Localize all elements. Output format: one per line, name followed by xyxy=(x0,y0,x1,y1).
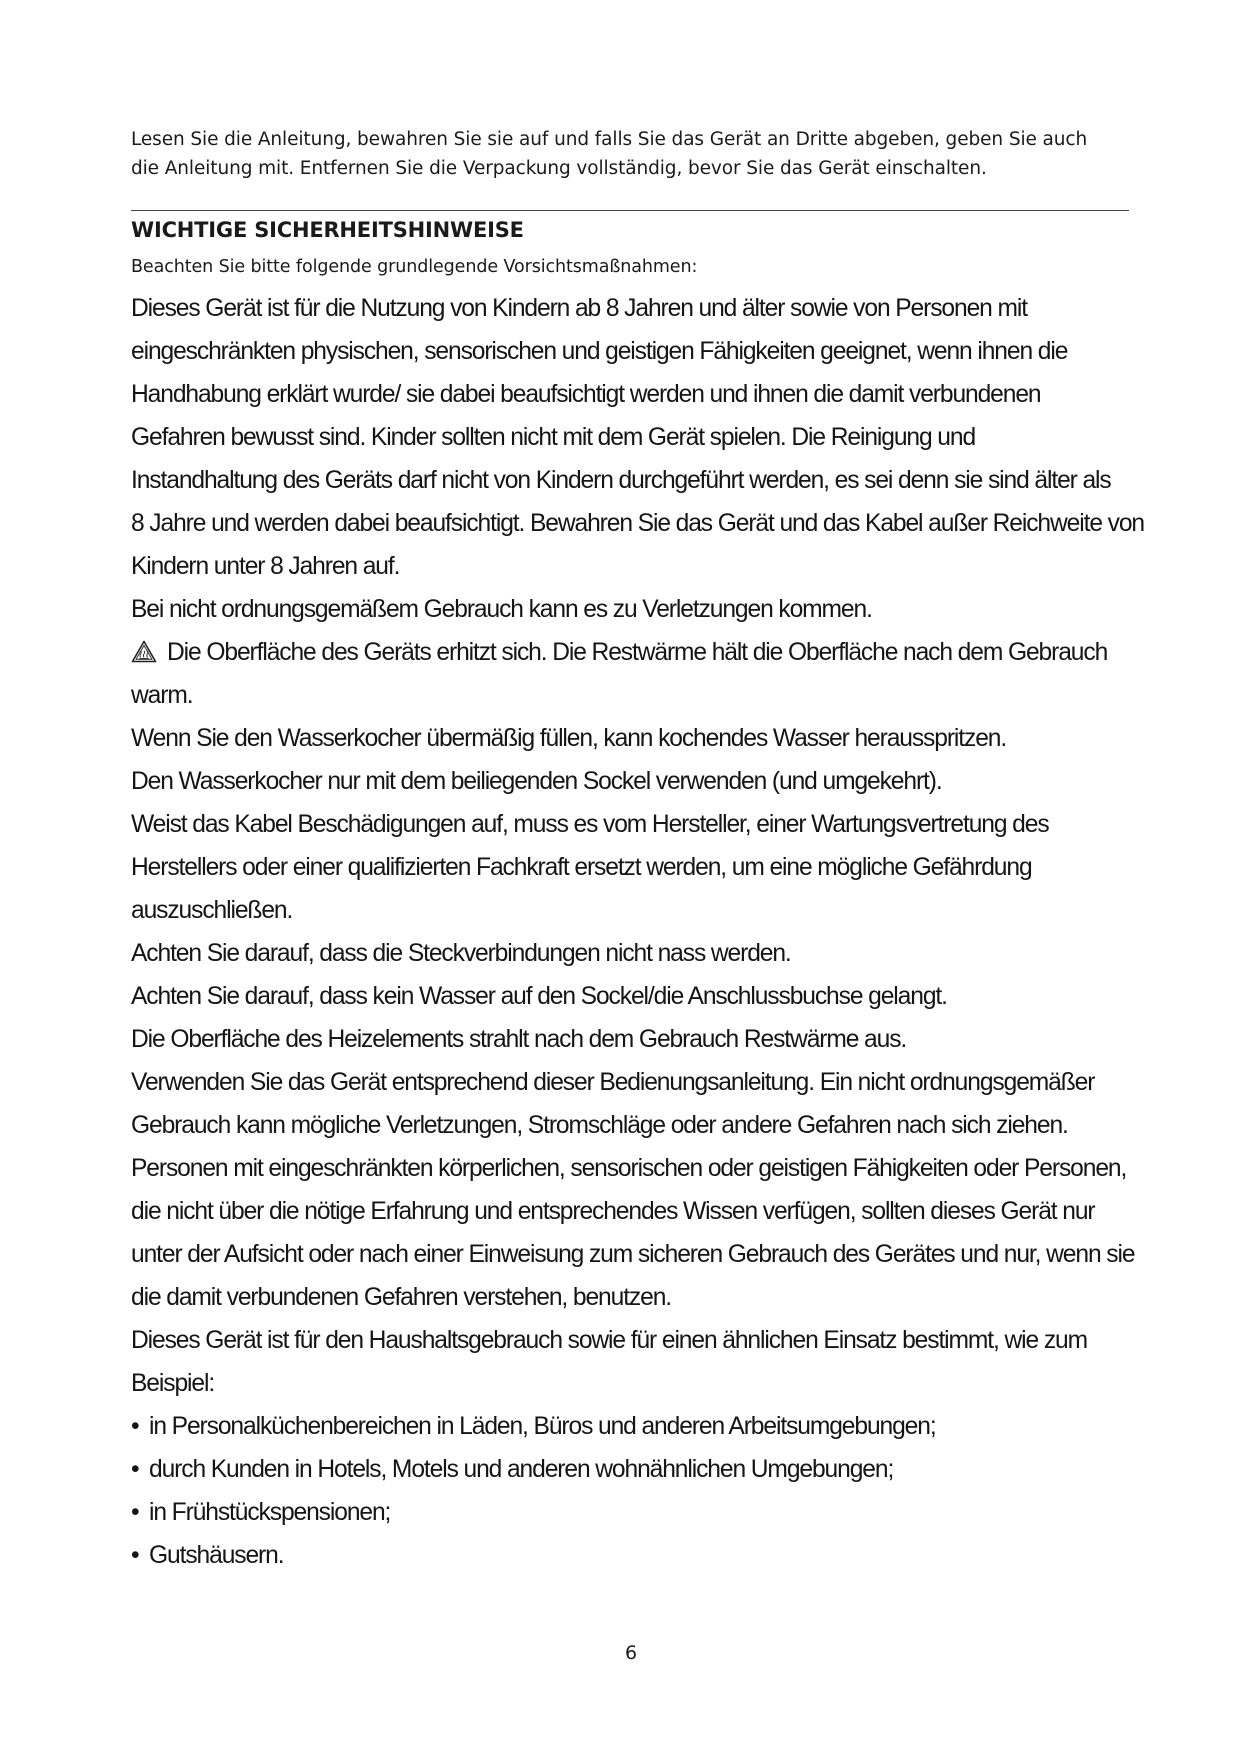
list-item-text: Gutshäusern. xyxy=(149,1542,284,1569)
list-item-text: in Frühstückspensionen; xyxy=(149,1499,391,1526)
bullet-mark: • xyxy=(131,1542,139,1569)
safety-instructions xyxy=(131,287,1145,1577)
body-line: Personen mit eingeschränkten körperlichen, sensorischen oder geistigen Fähigkeiten oder Personen, xyxy=(131,1155,1127,1182)
body-line: warm. xyxy=(131,682,193,709)
body-line: Gebrauch kann mögliche Verletzungen, Stromschläge oder andere Gefahren nach sich ziehen. xyxy=(131,1112,1068,1139)
body-line: Bei nicht ordnungsgemäßem Gebrauch kann es zu Verletzungen kommen. xyxy=(131,596,872,623)
warning-line xyxy=(131,631,1131,674)
body-line: Die Oberfläche des Heizelements strahlt nach dem Gebrauch Restwärme aus. xyxy=(131,1026,907,1053)
body-line: Kindern unter 8 Jahren auf. xyxy=(131,553,400,580)
body-line: Den Wasserkocher nur mit dem beiliegenden Sockel verwenden (und umgekehrt). xyxy=(131,768,942,795)
list-item-text: in Personalküchenbereichen in Läden, Büros und anderen Arbeitsumgebungen; xyxy=(149,1413,936,1440)
section-heading: WICHTIGE SICHERHEITSHINWEISE xyxy=(131,218,524,242)
body-line: Verwenden Sie das Gerät entsprechend dieser Bedienungsanleitung. Ein nicht ordnungsgemäßer xyxy=(131,1069,1095,1096)
body-line: unter der Aufsicht oder nach einer Einweisung zum sicheren Gebrauch des Gerätes und nur, wenn sie xyxy=(131,1241,1135,1268)
hot-surface-warning-icon xyxy=(131,634,157,657)
body-line: Dieses Gerät ist für den Haushaltsgebrauch sowie für einen ähnlichen Einsatz bestimmt, wie zum xyxy=(131,1327,1088,1354)
body-line: Beispiel: xyxy=(131,1370,215,1397)
bullet-mark: • xyxy=(131,1456,139,1483)
list-item-text: durch Kunden in Hotels, Motels und anderen wohnähnlichen Umgebungen; xyxy=(149,1456,894,1483)
body-line: Achten Sie darauf, dass kein Wasser auf den Sockel/die Anschlussbuchse gelangt. xyxy=(131,983,947,1010)
body-line: Achten Sie darauf, dass die Steckverbindungen nicht nass werden. xyxy=(131,940,791,967)
body-line: Gefahren bewusst sind. Kinder sollten nicht mit dem Gerät spielen. Die Reinigung und xyxy=(131,424,976,451)
body-line: Weist das Kabel Beschädigungen auf, muss es vom Hersteller, einer Wartungsvertretung des xyxy=(131,811,1049,838)
list-item xyxy=(131,1534,1131,1577)
body-line: Herstellers oder einer qualifizierten Fachkraft ersetzt werden, um eine mögliche Gefährdung xyxy=(131,854,1032,881)
body-line: eingeschränkten physischen, sensorischen und geistigen Fähigkeiten geeignet, wenn ihnen die xyxy=(131,338,1068,365)
body-line: die damit verbundenen Gefahren verstehen, benutzen. xyxy=(131,1284,672,1311)
body-line: Handhabung erklärt wurde/ sie dabei beaufsichtigt werden und ihnen die damit verbundenen xyxy=(131,381,1041,408)
section-divider xyxy=(131,210,1129,211)
body-line: Wenn Sie den Wasserkocher übermäßig füllen, kann kochendes Wasser herausspritzen. xyxy=(131,725,1007,752)
bullet-mark: • xyxy=(131,1413,139,1440)
body-line: Dieses Gerät ist für die Nutzung von Kindern ab 8 Jahren und älter sowie von Personen mit xyxy=(131,295,1027,322)
body-line: auszuschließen. xyxy=(131,897,293,924)
intro-line: die Anleitung mit. Entfernen Sie die Verpackung vollständig, bevor Sie das Gerät einschalten. xyxy=(131,158,987,179)
list-item xyxy=(131,1448,1131,1491)
page-number: 6 xyxy=(624,1642,638,1664)
document-page xyxy=(131,0,1145,1754)
section-subheading: Beachten Sie bitte folgende grundlegende Vorsichtsmaßnahmen: xyxy=(131,257,698,277)
bullet-mark: • xyxy=(131,1499,139,1526)
list-item xyxy=(131,1405,1131,1448)
intro-line: Lesen Sie die Anleitung, bewahren Sie sie auf und falls Sie das Gerät an Dritte abgeben, geben Sie auch xyxy=(131,129,1088,150)
body-line: die nicht über die nötige Erfahrung und entsprechendes Wissen verfügen, sollten dieses Gerät nur xyxy=(131,1198,1095,1225)
body-line: Instandhaltung des Geräts darf nicht von Kindern durchgeführt werden, es sei denn sie sind älter als xyxy=(131,467,1111,494)
intro-paragraph xyxy=(131,125,1131,183)
body-line: 8 Jahre und werden dabei beaufsichtigt. Bewahren Sie das Gerät und das Kabel außer Reichweite von xyxy=(131,510,1145,537)
list-item xyxy=(131,1491,1131,1534)
warning-text: Die Oberfläche des Geräts erhitzt sich. Die Restwärme hält die Oberfläche nach dem Gebrauch xyxy=(167,639,1108,666)
